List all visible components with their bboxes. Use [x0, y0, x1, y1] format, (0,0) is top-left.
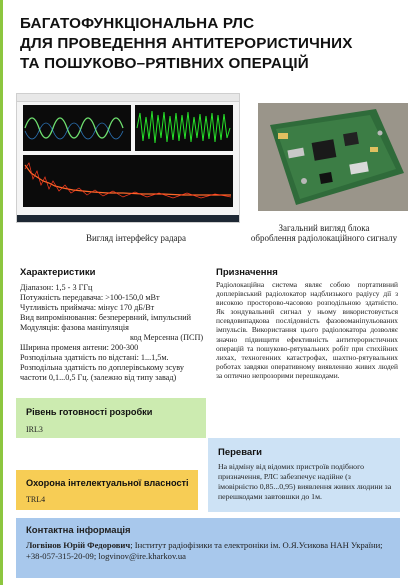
spectrum-panel [23, 155, 233, 207]
noise-panel [135, 105, 233, 151]
board-caption-line-2: оброблення радіолокаційного сигналу [250, 233, 398, 243]
characteristic-line: Чутливість приймача: мінус 170 дБ/Вт [20, 303, 155, 312]
interface-caption: Вигляд інтерфейсу радара [85, 233, 187, 243]
purpose-heading: Призначення [216, 267, 278, 278]
waveform-panel [23, 105, 131, 151]
screenshot-taskbar [17, 215, 239, 222]
contact-text [26, 540, 396, 562]
purpose-text: Радіолокаційна система являє собою портативний доплерівський радіолокатор надблизького радіусу дії з високою просторово-часовою розподільною здатністю. Як зондувальний сигнал у ньому використовується псевдовипадкова послідовність фазовоманіпульованих імпульсів. Використання цього радіолокатора дозволяє значно підвищити ефективність антитерористичних операцій та пошуково-рятувальних робіт при стихійних лихах, техногенних катастрофах, шахтно-рятувальних роботах завдяки оперативному виявленню живих людей за оптично непрозорими перешкодами. [216, 280, 398, 380]
contact-box [16, 518, 400, 578]
advantages-box [208, 438, 400, 512]
characteristics-list [20, 283, 210, 383]
title-line-1: БАГАТОФУНКЦІОНАЛЬНА РЛС [20, 15, 255, 32]
characteristic-line: Розподільна здатність по відстані: 1...1,5м. [20, 353, 169, 362]
advantages-label: Переваги [218, 447, 262, 458]
readiness-value: IRL3 [26, 425, 43, 434]
radar-interface-screenshot [16, 93, 240, 223]
waveform-graphic [23, 105, 131, 151]
readiness-label: Рівень готовності розробки [26, 407, 153, 417]
ip-protection-box [16, 470, 198, 510]
decorative-left-bar [0, 0, 3, 585]
contact-details: ; Інститут радіофізики та електроніки ім. О.Я.Усикова НАН України; +38-057-315-20-09; logvinov@ire.kharkov.ua [26, 540, 383, 561]
contact-person-name: Логвінов Юрій Федорович [26, 540, 131, 550]
spectrum-graphic [23, 155, 233, 207]
noise-graphic [135, 105, 233, 151]
page-title [20, 14, 400, 74]
advantages-text: На відміну від відомих пристроїв подібного призначення, РЛС забезпечує надійне (з імовірністю 0,85...0,95) виявлення живих людини за перешкодами завтовшки до 1м. [218, 462, 392, 501]
characteristic-line: частоти 0,1...0,5 Гц. (залежно від типу завад) [20, 373, 177, 382]
photo-row [16, 93, 400, 243]
screenshot-titlebar [17, 94, 239, 102]
signal-processing-board-photo [258, 103, 408, 211]
characteristic-line: Розподільна здатність по доплерівському зсуву [20, 363, 184, 372]
characteristic-line: Модуляція: фазова маніпуляція [20, 323, 129, 332]
ip-protection-label: Охорона інтелектуальної власності [26, 478, 189, 488]
characteristic-line: Ширина променя антени: 200-300 [20, 343, 139, 352]
readiness-box [16, 398, 206, 438]
contact-heading: Контактна інформація [26, 525, 131, 536]
characteristic-line: код Мерсенна (ПСП) [130, 333, 204, 342]
characteristic-line: Вид випромінювання: безперервний, імпульсний [20, 313, 192, 322]
board-caption [246, 223, 402, 243]
title-line-2: ДЛЯ ПРОВЕДЕННЯ АНТИТЕРОРИСТИЧНИХ [20, 35, 353, 52]
characteristic-line: Потужність передавача: >100-150,0 мВт [20, 293, 160, 302]
ip-protection-value: TRL4 [26, 495, 46, 504]
characteristics-heading: Характеристики [20, 267, 96, 278]
title-line-3: ТА ПОШУКОВО–РЯТІВНИХ ОПЕРАЦІЙ [20, 55, 309, 72]
characteristic-line: Діапазон: 1,5 - 3 ГГц [20, 283, 93, 292]
board-graphic [258, 103, 408, 211]
board-caption-line-1: Загальний вигляд блока [278, 223, 370, 233]
